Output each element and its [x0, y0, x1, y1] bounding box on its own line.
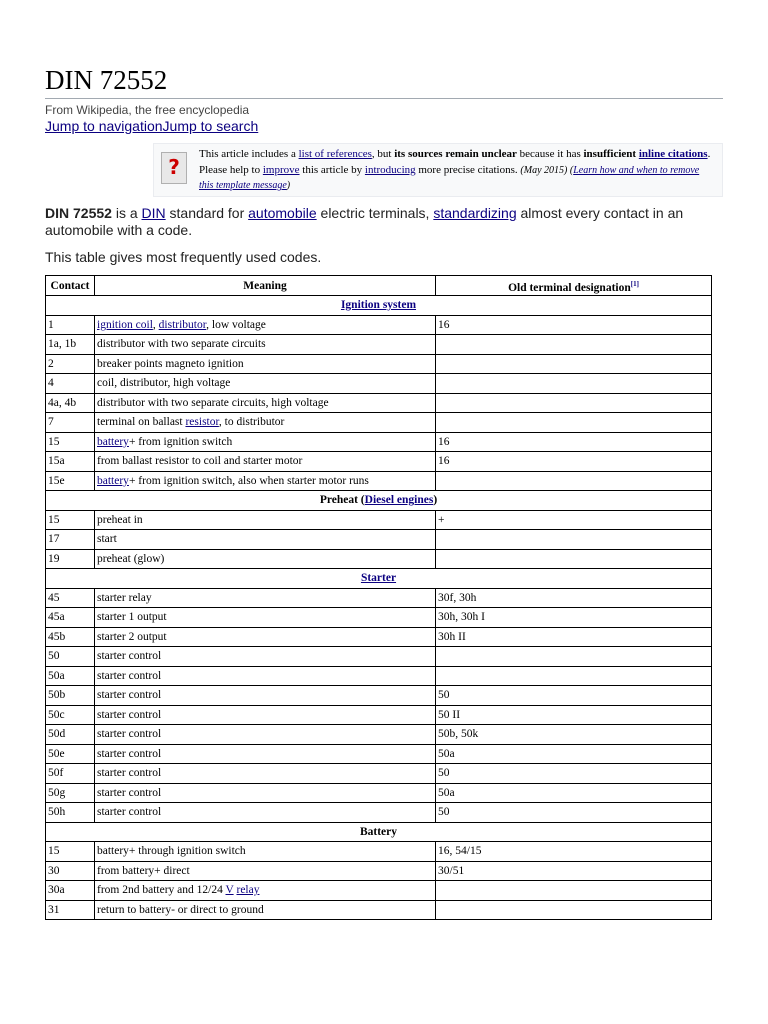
cell-old-designation	[436, 881, 712, 901]
cell-old-designation: 50a	[436, 744, 712, 764]
table-row	[46, 725, 712, 745]
table-row	[46, 354, 712, 374]
cell-contact: 31	[46, 900, 95, 920]
cell-meaning: starter relay	[95, 588, 436, 608]
cell-meaning	[95, 881, 436, 901]
resistor-link[interactable]: resistor	[185, 416, 219, 429]
table-row	[46, 393, 712, 413]
cell-contact: 50f	[46, 764, 95, 784]
volt-link[interactable]: V	[225, 884, 234, 897]
page-title: DIN 72552	[45, 0, 723, 99]
cell-old-designation	[436, 666, 712, 686]
question-icon: ?	[161, 152, 187, 184]
cell-old-designation: 50b, 50k	[436, 725, 712, 745]
cell-contact: 2	[46, 354, 95, 374]
cell-contact: 4a, 4b	[46, 393, 95, 413]
cell-contact: 15	[46, 510, 95, 530]
cell-contact: 1	[46, 315, 95, 335]
cell-meaning	[95, 413, 436, 433]
table-row	[46, 374, 712, 394]
ref-1-link[interactable]: [1]	[630, 279, 639, 288]
distributor-link[interactable]: distributor	[158, 318, 207, 331]
preheat-text: Preheat (	[319, 494, 365, 507]
cell-meaning: start	[95, 530, 436, 550]
notice-t2: , but	[371, 148, 395, 160]
cell-contact: 19	[46, 549, 95, 569]
cell-meaning: preheat in	[95, 510, 436, 530]
din-link[interactable]: DIN	[141, 205, 166, 221]
table-row	[46, 764, 712, 784]
terminal-table	[45, 275, 712, 920]
table-row	[46, 881, 712, 901]
table-row	[46, 900, 712, 920]
diesel-engines-link[interactable]: Diesel engines	[364, 494, 434, 507]
cell-meaning: starter control	[95, 725, 436, 745]
notice-bold-2: insufficient	[583, 148, 639, 160]
section-ignition	[46, 296, 712, 316]
cell-old-designation: 30h, 30h I	[436, 608, 712, 628]
cell-contact: 45	[46, 588, 95, 608]
cell-old-designation	[436, 647, 712, 667]
preheat-close: )	[433, 494, 438, 507]
cell-meaning: starter control	[95, 666, 436, 686]
table-row	[46, 647, 712, 667]
cell-old-designation: 50 II	[436, 705, 712, 725]
cell-contact: 45b	[46, 627, 95, 647]
cell-old-designation: 30f, 30h	[436, 588, 712, 608]
article	[45, 0, 723, 920]
cell-meaning: starter 2 output	[95, 627, 436, 647]
battery-link[interactable]: battery	[97, 435, 129, 448]
cell-meaning: distributor with two separate circuits	[95, 335, 436, 355]
cell-contact: 50e	[46, 744, 95, 764]
cell-contact: 15a	[46, 452, 95, 472]
introducing-link[interactable]: introducing	[364, 163, 416, 176]
relay-link[interactable]: relay	[236, 884, 260, 897]
cell-old-designation: 16	[436, 432, 712, 452]
improve-link[interactable]: improve	[262, 163, 300, 176]
cell-old-designation: 16	[436, 315, 712, 335]
jump-to-search-link[interactable]: Jump to search	[162, 118, 259, 134]
cell-old-designation: +	[436, 510, 712, 530]
intro-line-2: This table gives most frequently used codes.	[45, 249, 322, 265]
notice-t4: . Please help to	[199, 148, 711, 176]
cell-meaning	[95, 315, 436, 335]
cell-old-designation: 30/51	[436, 861, 712, 881]
jump-links	[45, 117, 723, 135]
table-row	[46, 588, 712, 608]
cell-contact: 50b	[46, 686, 95, 706]
cell-contact: 30	[46, 861, 95, 881]
cell-meaning: starter 1 output	[95, 608, 436, 628]
cell-old-designation	[436, 335, 712, 355]
cell-meaning: coil, distributor, high voltage	[95, 374, 436, 394]
cell-contact: 50c	[46, 705, 95, 725]
table-row	[46, 530, 712, 550]
battery-link[interactable]: battery	[97, 474, 129, 487]
ignition-system-link[interactable]: Ignition system	[340, 299, 417, 312]
battery-label: Battery	[359, 825, 398, 838]
cell-contact: 30a	[46, 881, 95, 901]
table-row	[46, 686, 712, 706]
cell-old-designation	[436, 393, 712, 413]
table-row	[46, 783, 712, 803]
cell-meaning: from battery+ direct	[95, 861, 436, 881]
cell-meaning	[95, 471, 436, 491]
table-row	[46, 705, 712, 725]
table-row	[46, 608, 712, 628]
cell-contact: 50	[46, 647, 95, 667]
rest: , low voltage	[206, 318, 266, 331]
intro-paragraph	[45, 205, 723, 239]
starter-link[interactable]: Starter	[360, 572, 397, 585]
cell-meaning: distributor with two separate circuits, high voltage	[95, 393, 436, 413]
cell-old-designation: 50a	[436, 783, 712, 803]
intro-bold: DIN 72552	[45, 205, 112, 221]
notice-date: (May 2015)	[520, 164, 568, 176]
cell-meaning: preheat (glow)	[95, 549, 436, 569]
cell-meaning: starter control	[95, 783, 436, 803]
cell-contact: 7	[46, 413, 95, 433]
section-row	[46, 822, 712, 842]
cell-meaning: starter control	[95, 803, 436, 823]
cell-meaning: starter control	[95, 647, 436, 667]
table-row	[46, 510, 712, 530]
table-row	[46, 471, 712, 491]
cell-meaning: starter control	[95, 744, 436, 764]
intro-t1: is a	[111, 205, 142, 221]
text: terminal on ballast	[97, 416, 186, 429]
header-row	[46, 276, 712, 296]
table-row	[46, 549, 712, 569]
header-meaning: Meaning	[95, 276, 436, 296]
cell-contact: 50g	[46, 783, 95, 803]
cell-contact: 50d	[46, 725, 95, 745]
cell-old-designation	[436, 530, 712, 550]
citation-notice	[153, 143, 723, 197]
cell-old-designation: 16	[436, 452, 712, 472]
table-row	[46, 666, 712, 686]
ignition-coil-link[interactable]: ignition coil	[97, 318, 153, 331]
cell-old-designation	[436, 354, 712, 374]
section-starter	[46, 569, 712, 589]
cell-old-designation: 50	[436, 686, 712, 706]
notice-t6: more precise citations.	[415, 163, 521, 176]
cell-meaning: from ballast resistor to coil and starter motor	[95, 452, 436, 472]
cell-old-designation	[436, 471, 712, 491]
table-row	[46, 744, 712, 764]
cell-contact: 15	[46, 432, 95, 452]
table-row	[46, 803, 712, 823]
rest: + from ignition switch	[128, 435, 233, 448]
cell-old-designation: 50	[436, 764, 712, 784]
header-contact: Contact	[46, 276, 95, 296]
cell-contact: 45a	[46, 608, 95, 628]
cell-meaning	[95, 432, 436, 452]
table-row	[46, 627, 712, 647]
cell-old-designation: 16, 54/15	[436, 842, 712, 862]
cell-meaning: starter control	[95, 686, 436, 706]
jump-to-navigation-link[interactable]: Jump to navigation	[45, 118, 163, 134]
notice-bold-1: its sources remain unclear	[394, 148, 517, 160]
section-preheat	[46, 491, 712, 511]
cell-contact: 15	[46, 842, 95, 862]
table-row	[46, 452, 712, 472]
cell-contact: 50a	[46, 666, 95, 686]
list-of-references-link[interactable]: list of references	[298, 148, 372, 160]
cell-meaning: starter control	[95, 705, 436, 725]
rest: , to distributor	[218, 416, 285, 429]
header-old-text: Old terminal designation	[508, 281, 631, 294]
table-row	[46, 842, 712, 862]
table-row	[46, 861, 712, 881]
standardizing-link[interactable]: standardizing	[433, 205, 517, 221]
notice-t1: This article includes a	[199, 148, 299, 160]
table-row	[46, 315, 712, 335]
notice-t8: )	[286, 180, 291, 191]
cell-meaning: breaker points magneto ignition	[95, 354, 436, 374]
section-row	[46, 569, 712, 589]
notice-t7: (	[567, 164, 574, 176]
cell-old-designation: 50	[436, 803, 712, 823]
section-battery	[46, 822, 712, 842]
cell-old-designation	[436, 374, 712, 394]
notice-t3: because it has	[516, 148, 584, 160]
table-row	[46, 413, 712, 433]
cell-old-designation: 30h II	[436, 627, 712, 647]
cell-meaning: battery+ through ignition switch	[95, 842, 436, 862]
cell-contact: 17	[46, 530, 95, 550]
cell-contact: 1a, 1b	[46, 335, 95, 355]
site-sub: From Wikipedia, the free encyclopedia	[45, 103, 250, 117]
notice-text	[199, 147, 716, 194]
text: from 2nd battery and 12/24	[97, 884, 226, 897]
section-row	[46, 491, 712, 511]
rest: + from ignition switch, also when starter motor runs	[128, 474, 369, 487]
cell-contact: 15e	[46, 471, 95, 491]
intro-t4: almost every contact in an automobile with a code.	[45, 205, 684, 238]
cell-old-designation	[436, 549, 712, 569]
header-old-designation	[436, 276, 712, 296]
table-row	[46, 335, 712, 355]
intro-t2: standard for	[165, 205, 249, 221]
cell-meaning: starter control	[95, 764, 436, 784]
learn-remove-link[interactable]: Learn how and when to remove this template message	[199, 164, 700, 191]
inline-citations-link[interactable]: inline citations	[638, 148, 708, 160]
cell-old-designation	[436, 413, 712, 433]
intro-t3: electric terminals,	[316, 205, 434, 221]
cell-contact: 50h	[46, 803, 95, 823]
automobile-link[interactable]: automobile	[248, 205, 317, 221]
cell-contact: 4	[46, 374, 95, 394]
cell-old-designation	[436, 900, 712, 920]
cell-meaning: return to battery- or direct to ground	[95, 900, 436, 920]
notice-t5: this article by	[299, 163, 365, 176]
sep: ,	[152, 318, 159, 331]
table-row	[46, 432, 712, 452]
